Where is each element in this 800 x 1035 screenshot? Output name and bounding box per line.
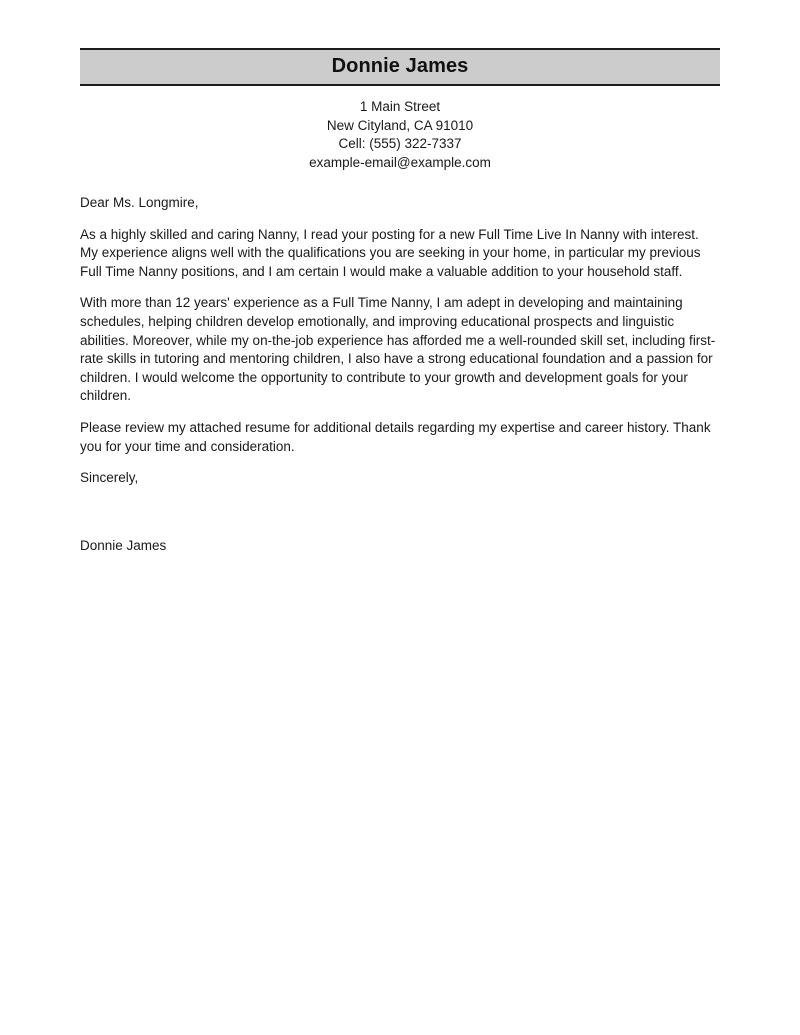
salutation: Dear Ms. Longmire,	[80, 195, 199, 210]
contact-block	[80, 98, 720, 172]
contact-street: 1 Main Street	[359, 99, 441, 114]
letter-content	[80, 194, 720, 555]
contact-email: example-email@example.com	[309, 154, 491, 170]
signature-name: Donnie James	[80, 537, 167, 553]
page-title: Donnie James	[331, 55, 469, 77]
cover-letter-body	[80, 48, 720, 568]
contact-city-state-zip: New Cityland, CA 91010	[326, 117, 474, 133]
contact-phone: Cell: (555) 322-7337	[338, 136, 462, 151]
name-banner	[80, 48, 720, 86]
body-paragraph: With more than 12 years' experience as a Full Time Nanny, I am adept in developing and maintaining schedules, helping children develop emotionally, and improving educational prospects and linguistic abilities. Moreover, while my on-the-job experience has afforded me a well-rounded skill set, including first-rate skills in tutoring and mentoring children, I also have a strong educational foundation and a passion for children. I would welcome the opportunity to contribute to your growth and development goals for your children.	[80, 295, 716, 404]
signature-space	[80, 501, 720, 537]
body-paragraph: Please review my attached resume for additional details regarding my expertise and career history. Thank you for your time and consideration.	[80, 419, 711, 454]
body-paragraph: As a highly skilled and caring Nanny, I read your posting for a new Full Time Live In Nanny with interest. My experience aligns well with the qualifications you are seeking in your home, in particular my previous Full Time Nanny positions, and I am certain I would make a valuable addition to your household staff.	[80, 226, 701, 279]
closing-salutation: Sincerely,	[80, 470, 139, 486]
